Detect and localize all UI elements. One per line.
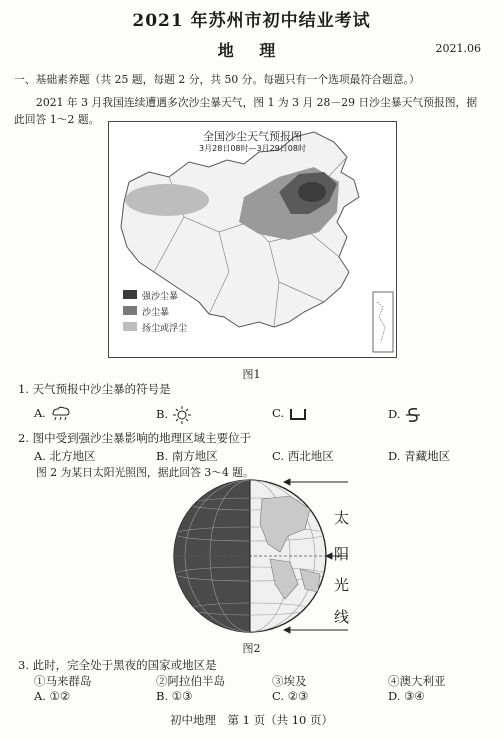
q2-option-d[interactable]: D. 青藏地区	[388, 449, 451, 463]
q2-option-c[interactable]: C. 西北地区	[272, 449, 334, 463]
sun-label-2: 阳	[334, 545, 350, 563]
bracket-icon	[288, 406, 308, 422]
intro-line-1: 2021 年 3 月我国连续遭遇多次沙尘暴天气，图 1 为 3 月 28－29 日沙尘暴天气预报图，据	[36, 96, 478, 109]
q1-option-c-label: C.	[272, 406, 285, 420]
exam-date: 2021.06	[435, 42, 481, 55]
sandstorm-icon	[404, 406, 422, 424]
q1-option-d-label: D.	[388, 407, 401, 421]
sun-label-3: 光	[334, 576, 350, 594]
q1-option-b[interactable]	[156, 406, 192, 424]
q3-option-b[interactable]: B. ①③	[156, 689, 193, 703]
q1-option-d[interactable]	[388, 406, 422, 424]
q1-option-b-label: B.	[156, 407, 169, 421]
figure1-caption: 图1	[242, 368, 261, 381]
q1-option-a[interactable]	[34, 406, 72, 422]
q1-option-a-label: A.	[34, 406, 46, 420]
q1-stem: 1. 天气预报中沙尘暴的符号是	[18, 382, 171, 396]
q3-stem: 3. 此时，完全处于黑夜的国家或地区是	[18, 658, 217, 672]
q3-item-1: ①马来群岛	[34, 674, 92, 688]
intro-line-2: 此回答 1～2 题。	[14, 113, 100, 126]
sun-label-4: 线	[334, 608, 350, 626]
page-footer: 初中地理 第 1 页（共 10 页）	[169, 713, 334, 727]
legend-swatch-sandstorm	[123, 306, 137, 315]
q2-option-a[interactable]: A. 北方地区	[34, 449, 96, 463]
exam-title: 2021 年苏州市初中结业考试	[132, 11, 371, 31]
q3-item-3: ③埃及	[272, 674, 307, 688]
intro-fig2: 图 2 为某日太阳光照图，据此回答 3～4 题。	[36, 466, 254, 479]
legend-swatch-dust	[123, 322, 137, 331]
legend-label-strong: 强沙尘暴	[142, 292, 179, 302]
legend-swatch-strong	[123, 290, 137, 299]
q1-option-c[interactable]	[272, 406, 308, 422]
q2-option-b[interactable]: B. 南方地区	[156, 449, 218, 463]
subject-title: 地 理	[217, 41, 286, 60]
q3-option-c[interactable]: C. ②③	[272, 689, 309, 703]
sunlight-globe	[170, 474, 350, 639]
q2-stem: 2. 图中受到强沙尘暴影响的地理区域主要位于	[18, 431, 252, 445]
section-heading: 一、基础素养题（共 25 题，每题 2 分，共 50 分。每题只有一个选项最符合题意。）	[14, 73, 420, 86]
rain-cloud-icon	[50, 406, 72, 422]
q3-option-d[interactable]: D. ③④	[388, 689, 425, 703]
figure2-caption: 图2	[242, 642, 261, 655]
legend-label-sandstorm: 沙尘暴	[142, 308, 170, 318]
dust-forecast-map	[108, 121, 397, 358]
map-title: 全国沙尘天气预报图	[203, 130, 302, 143]
q3-item-4: ④澳大利亚	[388, 674, 446, 688]
sun-label-1: 太	[334, 509, 350, 527]
sun-icon	[172, 406, 192, 424]
q3-option-a[interactable]: A. ①②	[34, 689, 71, 703]
map-subtitle: 3月28日08时—3月29日08时	[199, 144, 306, 153]
legend-label-dust: 扬尘或浮尘	[142, 324, 188, 334]
q3-item-2: ②阿拉伯半岛	[156, 674, 225, 688]
